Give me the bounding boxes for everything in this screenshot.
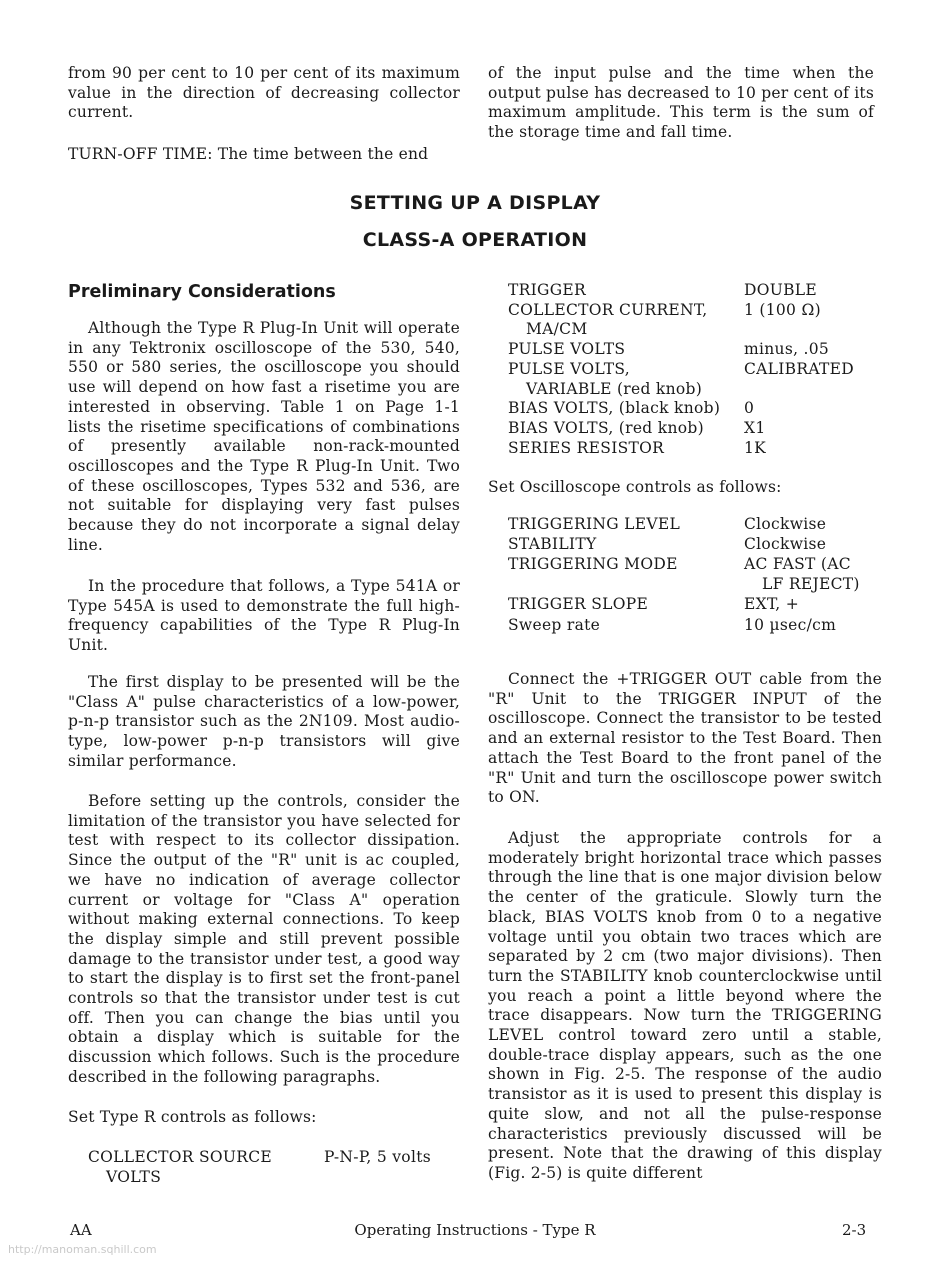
- control-label: BIAS VOLTS, (black knob): [508, 399, 721, 418]
- paragraph-preliminary: Although the Type R Plug-In Unit will operate in any Tektronix oscilloscope of the 530, 540, 550 or 580 series, the oscilloscope you should use will depend on how fast a risetime you are interested in observing. Table 1 on Page 1-1 lists the risetime specifications of combinations of presently available non-rack-mounted oscilloscopes and the Type R Plug-In Unit. Two of these oscilloscopes, Types 532 and 536, are not suitable for displaying very fast pulses because they do not incorporate a signal delay line.: [68, 319, 460, 554]
- control-row: [508, 301, 882, 321]
- paragraph-before-setup: Before setting up the controls, consider the limitation of the transistor you have selected for test with respect to its collector dissipation. Since the output of the "R" unit is ac coupled, we have no indication of average collector current or voltage for "Class A" operation without making external connections. To keep the display simple and still prevent possible damage to the transistor under test, a good way to start the display is to first set the front-panel controls so that the transistor under test is cut off. Then you can change the bias until you obtain a display which is suitable for the discussion which follows. Such is the procedure described in the following paragraphs.: [68, 792, 460, 1086]
- control-label: PULSE VOLTS,: [508, 359, 630, 378]
- control-value: EXT, +: [744, 595, 800, 614]
- control-value: P-N-P, 5 volts: [324, 1148, 431, 1166]
- control-value: DOUBLE: [744, 281, 817, 299]
- control-label: SERIES RESISTOR: [508, 438, 665, 457]
- control-value: X1: [744, 418, 766, 437]
- control-label: TRIGGER SLOPE: [508, 595, 649, 614]
- turn-off-definition: TURN-OFF TIME: The time between the end: [68, 145, 429, 163]
- control-value: CALIBRATED: [744, 359, 854, 378]
- paragraph-connect: Connect the +TRIGGER OUT cable from the "R" Unit to the TRIGGER INPUT of the oscilloscope. Connect the transistor to be tested and an external resistor to the Test Board. Then attach the Test Board to the front panel of the "R" Unit and turn the oscilloscope power switch to ON.: [488, 670, 882, 807]
- control-row: [508, 595, 882, 615]
- control-row: [508, 360, 882, 380]
- continued-definition-right: of the input pulse and the time when the output pulse has decreased to 10 per cent of its maximum amplitude. This term is the sum of the storage time and fall time.: [488, 64, 874, 142]
- control-value: AC FAST (AC: [744, 555, 851, 574]
- section-title: SETTING UP A DISPLAY: [349, 192, 601, 214]
- control-label: VARIABLE (red knob): [526, 379, 703, 398]
- collector-source-control: [88, 1148, 460, 1188]
- control-row: [508, 419, 882, 439]
- control-row: [508, 575, 882, 595]
- control-value: 0: [744, 399, 755, 418]
- control-value: Clockwise: [744, 515, 827, 533]
- section-subtitle: CLASS-A OPERATION: [362, 229, 588, 251]
- control-label: STABILITY: [508, 535, 597, 554]
- control-label: TRIGGERING LEVEL: [508, 515, 681, 533]
- control-label: TRIGGERING MODE: [508, 555, 678, 574]
- control-row: [508, 555, 882, 575]
- control-row: [508, 616, 882, 636]
- control-label: PULSE VOLTS: [508, 340, 626, 359]
- control-value: LF REJECT): [762, 575, 860, 594]
- paragraph-first-display: The first display to be presented will be the "Class A" pulse characteristics of a low-power, p-n-p transistor such as the 2N109. Most audio-type, low-power p-n-p transistors will give similar performance.: [68, 673, 460, 770]
- control-row: [508, 320, 882, 340]
- control-label-cont: VOLTS: [106, 1168, 162, 1186]
- control-row: [508, 380, 882, 400]
- control-label: COLLECTOR CURRENT,: [508, 300, 708, 319]
- footer-left: AA: [70, 1221, 92, 1239]
- control-row: [508, 535, 882, 555]
- watermark-url: http://manoman.sqhill.com: [8, 1243, 157, 1256]
- control-row: [508, 439, 882, 459]
- control-value: minus, .05: [744, 340, 830, 359]
- control-label: MA/CM: [526, 320, 588, 339]
- control-row: [508, 340, 882, 360]
- control-row: [508, 399, 882, 419]
- page-number: 2-3: [842, 1221, 867, 1239]
- control-label: COLLECTOR SOURCE: [88, 1148, 273, 1166]
- set-oscilloscope-instruction: Set Oscilloscope controls as follows:: [488, 478, 782, 496]
- control-label: Sweep rate: [508, 615, 601, 634]
- preliminary-heading: Preliminary Considerations: [68, 282, 336, 302]
- footer-title: Operating Instructions - Type R: [354, 1221, 596, 1239]
- continued-definition: from 90 per cent to 10 per cent of its maximum value in the direction of decreasing collector current.: [68, 64, 460, 122]
- set-type-r-instruction: Set Type R controls as follows:: [68, 1108, 317, 1126]
- control-row: [508, 515, 882, 535]
- control-value: Clockwise: [744, 535, 827, 554]
- control-row: [508, 281, 882, 301]
- paragraph-procedure: In the procedure that follows, a Type 541A or Type 545A is used to demonstrate the full high-frequency capabilities of the Type R Plug-In Unit.: [68, 577, 460, 655]
- control-label: BIAS VOLTS, (red knob): [508, 418, 704, 437]
- paragraph-adjust: Adjust the appropriate controls for a moderately bright horizontal trace which passes through the line that is one major division below the center of the graticule. Slowly turn the black, BIAS VOLTS knob from 0 to a negative voltage until you obtain two traces which are separated by 2 cm (two major divisions). Then turn the STABILITY knob counterclockwise until you reach a point a little beyond where the trace disappears. Now turn the TRIGGERING LEVEL control toward zero until a stable, double-trace display appears, such as the one shown in Fig. 2-5. The response of the audio transistor as it is used to present this display is quite slow, and not all the pulse-response characteristics previously discussed will be present. Note that the drawing of this display (Fig. 2-5) is quite different: [488, 829, 882, 1182]
- control-value: 1K: [744, 438, 767, 457]
- control-label: TRIGGER: [508, 281, 586, 299]
- control-value: 10 µsec/cm: [744, 615, 837, 634]
- control-value: 1 (100 Ω): [744, 300, 821, 319]
